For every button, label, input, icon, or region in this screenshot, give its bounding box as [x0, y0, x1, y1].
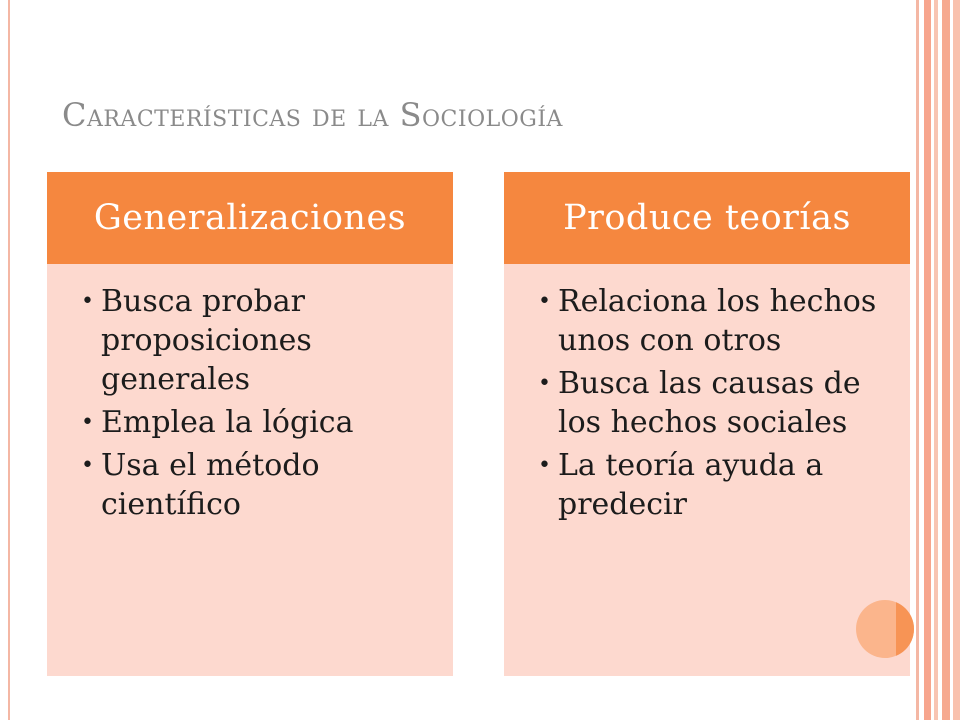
bullet-icon: •: [81, 410, 94, 435]
card-header: Produce teorías: [504, 172, 910, 264]
list-item: • Emplea la lógica: [81, 405, 354, 440]
bullet-icon: •: [81, 289, 94, 314]
bullet-icon: •: [538, 289, 551, 314]
list-item: • Busca las causas de los hechos sociales: [538, 366, 861, 440]
list-item: • La teoría ayuda a predecir: [538, 448, 824, 522]
bullet-list: [47, 264, 453, 524]
list-item: • Busca probar proposiciones generales: [81, 284, 312, 397]
bullet-icon: •: [538, 453, 551, 478]
decorative-circle-icon: [856, 600, 914, 658]
bullet-icon: •: [538, 371, 551, 396]
bullet-list: [504, 264, 910, 524]
left-frame-line: [8, 0, 10, 720]
card-generalizaciones: [47, 172, 453, 676]
slide-title: Características de la Sociología: [62, 96, 563, 134]
decorative-stripes: [916, 0, 960, 720]
list-item: • Usa el método científico: [81, 448, 320, 522]
card-header: Generalizaciones: [47, 172, 453, 264]
list-item: • Relaciona los hechos unos con otros: [538, 284, 877, 358]
card-produce-teorias: [504, 172, 910, 676]
bullet-icon: •: [81, 453, 94, 478]
